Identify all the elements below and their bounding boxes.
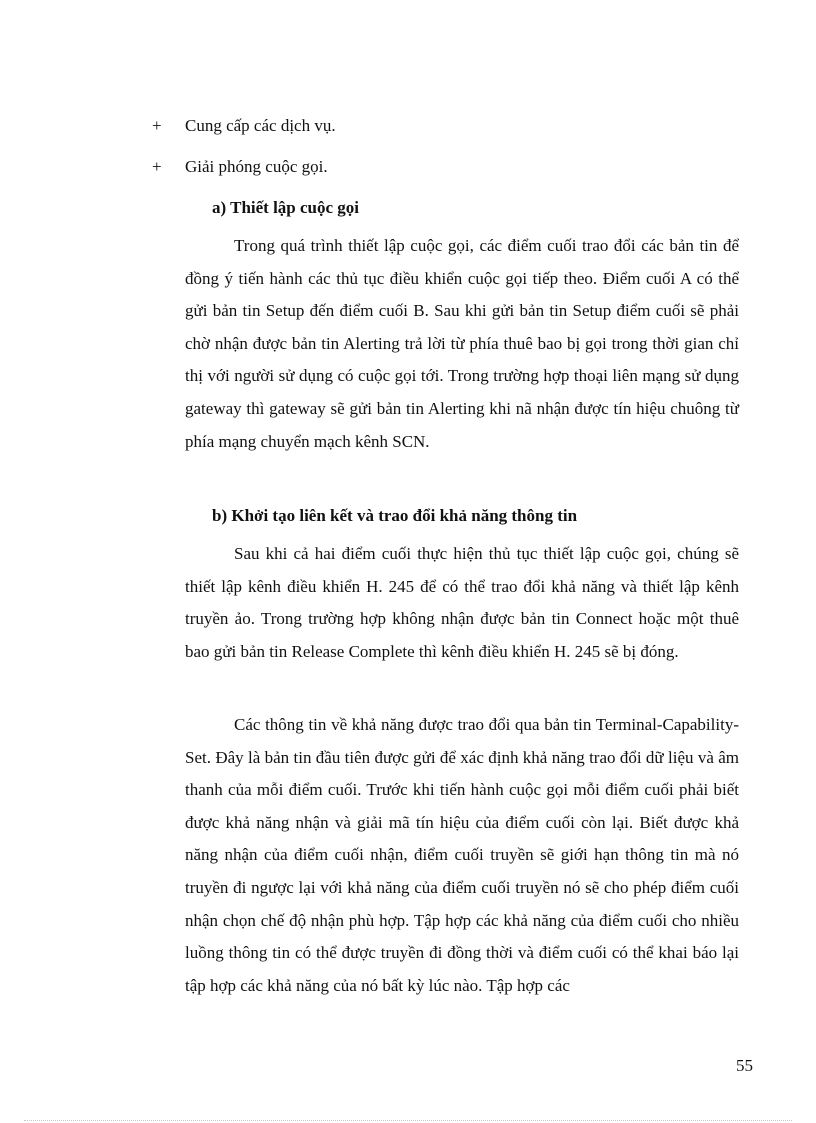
footer-divider xyxy=(24,1120,792,1121)
paragraph: Trong quá trình thiết lập cuộc gọi, các điểm cuối trao đổi các bản tin để đồng ý tiến hành các thủ tục điều khiển cuộc gọi tiếp theo. Điểm cuối A có thể gửi bản tin Setup đến điểm cuối B. Sau khi gửi bản tin Setup điểm cuối sẽ phải chờ nhận được bản tin Alerting trả lời từ phía thuê bao bị gọi trong thời gian chỉ thị với người sử dụng có cuộc gọi tới. Trong trường hợp thoại liên mạng sử dụng gateway thì gateway sẽ gửi bản tin Alerting khi nã nhận được tín hiệu chuông từ phía mạng chuyển mạch kênh SCN. xyxy=(185,236,739,451)
page-number: 55 xyxy=(736,1056,753,1075)
section-heading-a: a) Thiết lập cuộc gọi xyxy=(212,198,360,217)
bullet-text: Cung cấp các dịch vụ. xyxy=(185,116,336,135)
section-heading-b: b) Khởi tạo liên kết và trao đổi khả năng thông tin xyxy=(212,506,578,525)
bullet-text: Giải phóng cuộc gọi. xyxy=(185,157,328,176)
bullet-mark: + xyxy=(152,116,162,135)
paragraph: Sau khi cả hai điểm cuối thực hiện thủ tục thiết lập cuộc gọi, chúng sẽ thiết lập kênh điều khiển H. 245 để có thể trao đổi khả năng và thiết lập kênh truyền ảo. Trong trường hợp không nhận được bản tin Connect hoặc một thuê bao gửi bản tin Release Complete thì kênh điều khiển H. 245 sẽ bị đóng. xyxy=(185,544,739,661)
paragraph: Các thông tin về khả năng được trao đổi qua bản tin Terminal-Capability-Set. Đây là bản tin đầu tiên được gửi để xác định khả năng trao đổi dữ liệu và âm thanh của mỗi điểm cuối. Trước khi tiến hành cuộc gọi mỗi điểm cuối phải biết được khả năng nhận và giải mã tín hiệu của điểm cuối còn lại. Biết được khả năng nhận của điểm cuối nhận, điểm cuối truyền sẽ giới hạn thông tin mà nó truyền đi ngược lại với khả năng của điểm cuối truyền nó sẽ cho phép điểm cuối nhận chọn chế độ nhận phù hợp. Tập hợp các khả năng của điểm cuối cho nhiều luồng thông tin có thể được truyền đi đồng thời và điểm cuối có thể khai báo lại tập hợp các khả năng của nó bất kỳ lúc nào. Tập hợp các xyxy=(185,715,739,995)
bullet-mark: + xyxy=(152,157,162,176)
